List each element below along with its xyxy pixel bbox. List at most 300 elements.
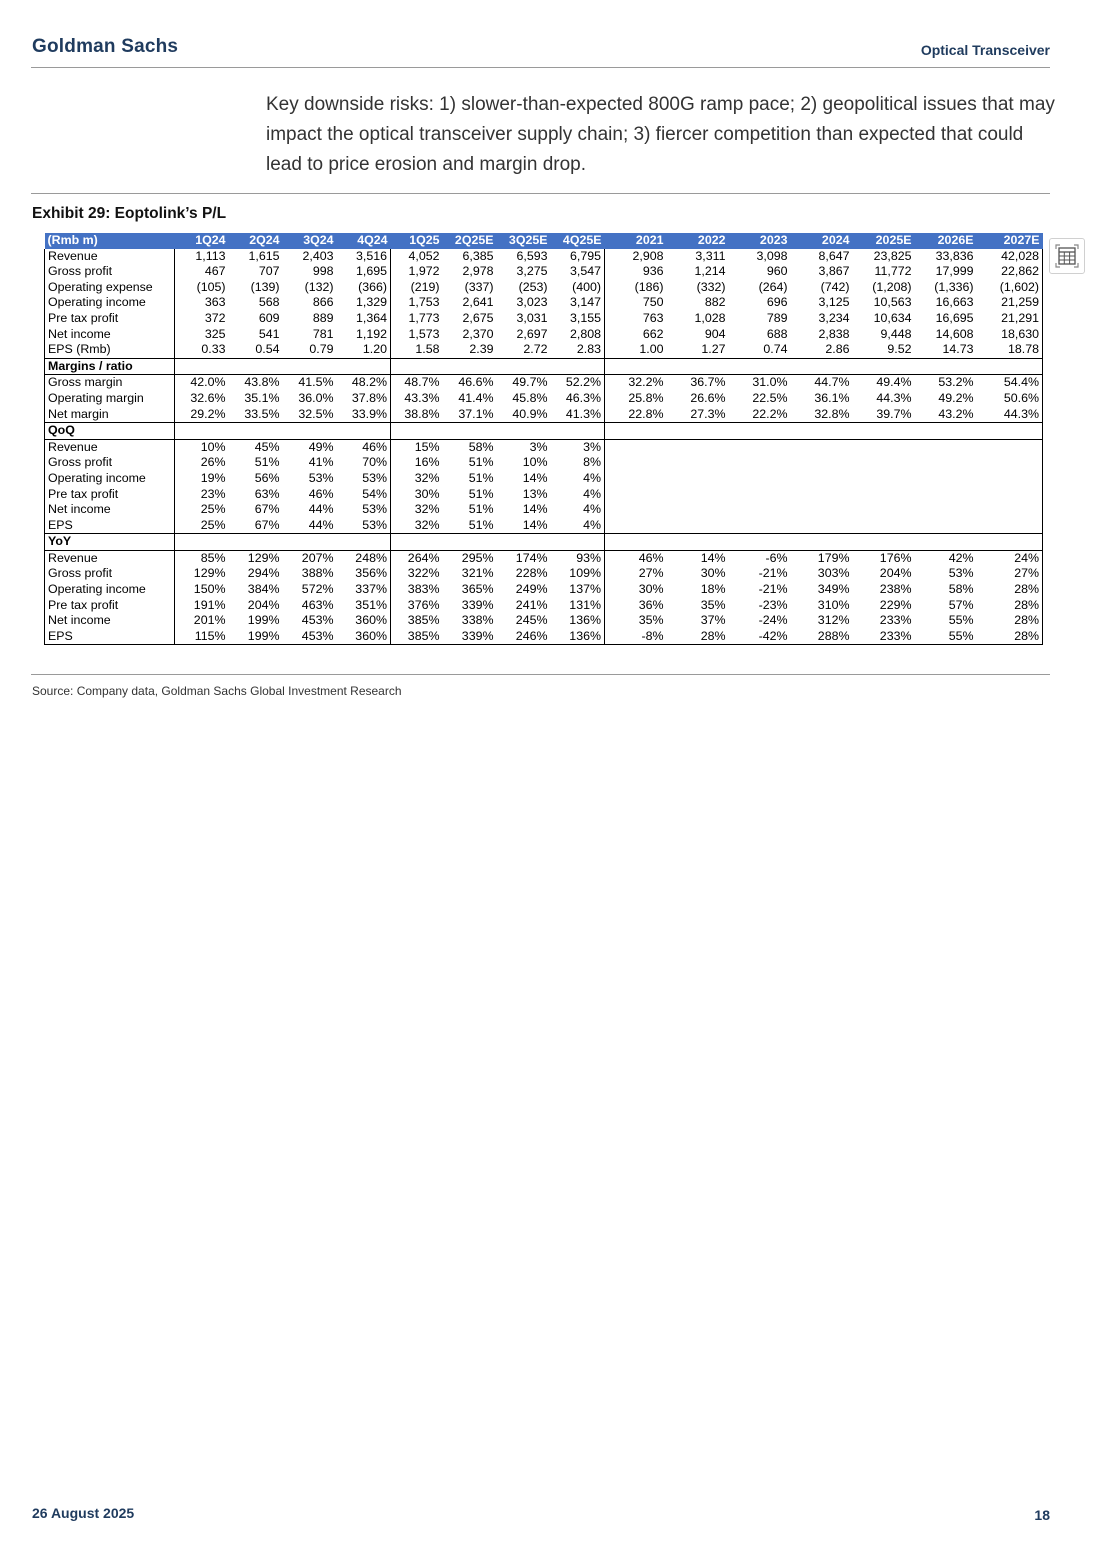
row-label: Operating income — [45, 295, 175, 311]
value-cell: 385% — [407, 613, 440, 628]
value-cell: 376% — [407, 597, 440, 612]
value-cell: 351% — [337, 598, 391, 614]
row-label: EPS (Rmb) — [45, 342, 175, 358]
table-row — [45, 375, 1043, 391]
row-label: Gross margin — [45, 375, 175, 391]
value-cell: 41.5% — [298, 375, 334, 390]
header-period: 2Q24 — [229, 233, 283, 249]
value-cell: 321% — [461, 566, 494, 581]
row-label: Net income — [45, 502, 175, 518]
value-cell: 199% — [247, 613, 280, 628]
value-cell: 70% — [337, 455, 391, 471]
value-cell: 0.74 — [763, 342, 788, 357]
value-cell: 4,052 — [408, 248, 440, 263]
row-label: Net income — [45, 327, 175, 343]
table-row — [45, 471, 1043, 487]
value-cell: 11,772 — [874, 264, 912, 279]
section-blank-cell — [229, 358, 283, 375]
section-blank-cell — [667, 358, 729, 375]
value-cell: 338% — [461, 613, 494, 628]
value-cell: 41.4% — [458, 390, 494, 405]
value-cell: 44.3% — [977, 407, 1043, 423]
value-cell: 49.7% — [512, 375, 548, 390]
value-cell: 14% — [700, 550, 726, 565]
table-row — [45, 613, 1043, 629]
value-cell: 22.5% — [752, 390, 788, 405]
value-cell: (400) — [551, 280, 605, 296]
table-row — [45, 249, 1043, 265]
value-cell — [667, 439, 729, 455]
value-cell: 176% — [879, 550, 912, 565]
value-cell: 41.3% — [551, 407, 605, 423]
value-cell: 19% — [200, 470, 226, 485]
row-label: Revenue — [45, 249, 175, 265]
section-blank-cell — [175, 534, 229, 551]
value-cell: 1.27 — [701, 342, 726, 357]
value-cell: 781 — [312, 326, 334, 341]
value-cell: 136% — [551, 629, 605, 645]
value-cell: 609 — [258, 310, 280, 325]
value-cell: 13% — [522, 486, 548, 501]
value-cell — [605, 518, 667, 534]
value-cell: 1,573 — [408, 326, 440, 341]
section-blank-cell — [551, 423, 605, 440]
value-cell: 50.6% — [977, 391, 1043, 407]
section-blank-cell — [605, 358, 667, 375]
table-row — [45, 518, 1043, 534]
value-cell: 46% — [638, 550, 664, 565]
value-cell: 45.8% — [512, 390, 548, 405]
value-cell: 10% — [200, 439, 226, 454]
value-cell: 2,403 — [302, 248, 334, 263]
row-label: Gross profit — [45, 264, 175, 280]
value-cell: 2,908 — [632, 248, 664, 263]
value-cell: 385% — [391, 629, 443, 645]
section-blank-cell — [391, 423, 443, 440]
value-cell — [729, 455, 791, 471]
value-cell: 30% — [700, 566, 726, 581]
value-cell: 32% — [414, 502, 440, 517]
exhibit-divider — [31, 193, 1050, 194]
value-cell — [605, 455, 667, 471]
value-cell: 360% — [337, 629, 391, 645]
value-cell: 42.0% — [190, 375, 226, 390]
value-cell: 43.3% — [404, 390, 440, 405]
section-blank-cell — [605, 423, 667, 440]
table-row — [45, 439, 1043, 455]
value-cell — [605, 502, 667, 518]
value-cell: 372 — [204, 310, 226, 325]
value-cell: 33.5% — [244, 406, 280, 421]
value-cell: 4% — [551, 471, 605, 487]
value-cell: 2.86 — [825, 342, 850, 357]
value-cell: 53% — [948, 566, 974, 581]
section-blank-cell — [977, 423, 1043, 440]
value-cell: (264) — [758, 279, 788, 294]
value-cell: 32.2% — [628, 375, 664, 390]
table-row — [45, 391, 1043, 407]
value-cell: 936 — [642, 264, 664, 279]
section-blank-cell — [497, 423, 551, 440]
value-cell: 21,291 — [977, 311, 1043, 327]
value-cell: 8,647 — [818, 248, 850, 263]
value-cell: 93% — [551, 550, 605, 566]
value-cell: 43.2% — [938, 406, 974, 421]
value-cell: 2,978 — [462, 264, 494, 279]
section-blank-cell — [283, 423, 337, 440]
section-blank-cell — [443, 423, 497, 440]
value-cell: 360% — [337, 613, 391, 629]
value-cell — [853, 471, 915, 487]
value-cell: 30% — [638, 582, 664, 597]
table-row — [45, 582, 1043, 598]
value-cell: -42% — [729, 629, 791, 645]
section-blank-cell — [729, 534, 791, 551]
value-cell — [791, 455, 853, 471]
value-cell: 28% — [977, 582, 1043, 598]
value-cell: 8% — [551, 455, 605, 471]
value-cell — [915, 439, 977, 455]
value-cell: 249% — [515, 582, 548, 597]
header-period: 2022 — [667, 233, 729, 249]
value-cell: 10,634 — [873, 310, 912, 325]
value-cell: 129% — [247, 550, 280, 565]
header-divider — [31, 67, 1050, 68]
value-cell — [853, 455, 915, 471]
value-cell: 44.7% — [814, 375, 850, 390]
value-cell: 53.2% — [938, 375, 974, 390]
value-cell: 1.00 — [639, 342, 664, 357]
value-cell: 36.0% — [298, 390, 334, 405]
value-cell: 37% — [700, 613, 726, 628]
value-cell: 67% — [254, 517, 280, 532]
table-row — [45, 455, 1043, 471]
value-cell — [791, 439, 853, 455]
section-title-cell: QoQ — [45, 423, 175, 440]
value-cell: 28% — [667, 629, 729, 645]
value-cell — [915, 487, 977, 503]
value-cell: -23% — [758, 597, 788, 612]
table-row — [45, 487, 1043, 503]
value-cell: 322% — [407, 566, 440, 581]
value-cell: 28% — [977, 613, 1043, 629]
value-cell: 51% — [468, 470, 494, 485]
value-cell: 1,113 — [195, 248, 226, 263]
value-cell: 14% — [522, 470, 548, 485]
row-label: Net income — [45, 613, 175, 629]
calculator-table-icon[interactable] — [1049, 238, 1085, 274]
header-period: 2024 — [791, 233, 853, 249]
value-cell: 14% — [522, 502, 548, 517]
value-cell: 37.8% — [337, 391, 391, 407]
value-cell: 6,385 — [462, 248, 494, 263]
value-cell: 46% — [308, 486, 334, 501]
row-label: EPS — [45, 629, 175, 645]
table-row — [45, 342, 1043, 358]
value-cell: 191% — [193, 597, 226, 612]
value-cell: 384% — [247, 582, 280, 597]
row-label: Gross profit — [45, 566, 175, 582]
value-cell: 53% — [308, 470, 334, 485]
value-cell: 339% — [461, 597, 494, 612]
section-blank-cell — [497, 358, 551, 375]
page-number: 18 — [1034, 1507, 1050, 1523]
value-cell — [729, 518, 791, 534]
value-cell: 137% — [551, 582, 605, 598]
value-cell: 2,370 — [462, 326, 494, 341]
value-cell: 43.8% — [244, 375, 280, 390]
section-blank-cell — [337, 423, 391, 440]
value-cell: 0.33 — [201, 342, 226, 357]
value-cell: 204% — [879, 566, 912, 581]
section-blank-cell — [337, 534, 391, 551]
value-cell: 541 — [258, 326, 280, 341]
section-blank-cell — [283, 534, 337, 551]
table-row — [45, 566, 1043, 582]
value-cell: 46% — [337, 439, 391, 455]
value-cell — [915, 471, 977, 487]
value-cell — [915, 455, 977, 471]
value-cell: 67% — [254, 502, 280, 517]
value-cell: (1,336) — [934, 279, 974, 294]
value-cell: 16% — [414, 455, 440, 470]
value-cell: 23,825 — [873, 248, 912, 263]
header-period: 2025E — [853, 233, 915, 249]
section-blank-cell — [175, 423, 229, 440]
value-cell: 136% — [551, 613, 605, 629]
value-cell: 48.7% — [404, 375, 440, 390]
row-label: Operating income — [45, 582, 175, 598]
value-cell: 3,098 — [756, 248, 788, 263]
value-cell: 14% — [522, 517, 548, 532]
value-cell: 51% — [254, 455, 280, 470]
value-cell: (139) — [250, 279, 280, 294]
value-cell: 4% — [551, 502, 605, 518]
value-cell: 264% — [407, 550, 440, 565]
section-blank-cell — [337, 358, 391, 375]
value-cell: 228% — [515, 566, 548, 581]
source-note: Source: Company data, Goldman Sachs Global Investment Research — [32, 684, 402, 698]
section-blank-cell — [791, 534, 853, 551]
section-header-row — [45, 358, 1043, 375]
value-cell: 32% — [414, 517, 440, 532]
value-cell: 1.58 — [415, 342, 440, 357]
value-cell: 48.2% — [337, 375, 391, 391]
value-cell: 22.2% — [752, 406, 788, 421]
value-cell: 24% — [977, 550, 1043, 566]
value-cell: 18,630 — [977, 327, 1043, 343]
value-cell: 238% — [879, 582, 912, 597]
value-cell: (105) — [196, 279, 226, 294]
value-cell: 58% — [948, 582, 974, 597]
header-period: 1Q24 — [175, 233, 229, 249]
value-cell: 3,275 — [516, 264, 548, 279]
value-cell: 4% — [551, 487, 605, 503]
row-label: Operating margin — [45, 391, 175, 407]
value-cell — [977, 439, 1043, 455]
value-cell — [977, 502, 1043, 518]
row-label: Revenue — [45, 550, 175, 566]
value-cell: 32% — [414, 470, 440, 485]
value-cell: 16,663 — [935, 295, 974, 310]
value-cell: 866 — [312, 295, 334, 310]
value-cell: 365% — [461, 582, 494, 597]
value-cell — [667, 502, 729, 518]
value-cell: 2.39 — [469, 342, 494, 357]
section-blank-cell — [229, 534, 283, 551]
value-cell: 207% — [301, 550, 334, 565]
table-row — [45, 550, 1043, 566]
value-cell: 27% — [977, 566, 1043, 582]
value-cell: 349% — [817, 582, 850, 597]
value-cell: 325 — [204, 326, 226, 341]
value-cell: 44% — [308, 502, 334, 517]
value-cell: 696 — [766, 295, 788, 310]
value-cell: 46.3% — [551, 391, 605, 407]
value-cell: (332) — [696, 279, 726, 294]
value-cell: 763 — [642, 310, 664, 325]
value-cell — [791, 471, 853, 487]
value-cell — [729, 502, 791, 518]
header-period: 3Q24 — [283, 233, 337, 249]
value-cell: 356% — [337, 566, 391, 582]
value-cell: 3,311 — [695, 248, 726, 263]
value-cell: 18.78 — [977, 342, 1043, 358]
pl-table — [44, 233, 1043, 645]
value-cell: (219) — [410, 279, 440, 294]
value-cell: 453% — [283, 629, 337, 645]
value-cell: -21% — [758, 582, 788, 597]
section-title-cell: YoY — [45, 534, 175, 551]
value-cell: 42,028 — [977, 249, 1043, 265]
value-cell — [729, 487, 791, 503]
value-cell: 32.6% — [190, 390, 226, 405]
value-cell: 248% — [337, 550, 391, 566]
value-cell: 998 — [312, 264, 334, 279]
value-cell: 35.1% — [244, 390, 280, 405]
value-cell: 303% — [817, 566, 850, 581]
value-cell: 54% — [337, 487, 391, 503]
value-cell: 889 — [312, 310, 334, 325]
value-cell: (1,208) — [872, 279, 912, 294]
value-cell: 39.7% — [876, 406, 912, 421]
table-row — [45, 264, 1043, 280]
row-label: Net margin — [45, 407, 175, 423]
value-cell: 6,795 — [551, 249, 605, 265]
value-cell: 10,563 — [873, 295, 912, 310]
value-cell: 42% — [948, 550, 974, 565]
value-cell: 662 — [642, 326, 664, 341]
value-cell: 46.6% — [458, 375, 494, 390]
value-cell — [667, 471, 729, 487]
value-cell: 1,615 — [248, 248, 280, 263]
value-cell: 463% — [301, 597, 334, 612]
value-cell: 9.52 — [887, 342, 912, 357]
value-cell: 109% — [551, 566, 605, 582]
value-cell: -6% — [765, 550, 788, 565]
value-cell: 37.1% — [458, 406, 494, 421]
value-cell: 14.73 — [942, 342, 974, 357]
value-cell: 245% — [515, 613, 548, 628]
value-cell: 27% — [638, 566, 664, 581]
value-cell: 14,608 — [935, 326, 974, 341]
value-cell: 51% — [468, 486, 494, 501]
value-cell — [853, 502, 915, 518]
value-cell — [791, 518, 853, 534]
header-period: 2023 — [729, 233, 791, 249]
header-period: 1Q25 — [391, 233, 443, 249]
value-cell: 3% — [551, 439, 605, 455]
value-cell — [791, 502, 853, 518]
value-cell: 30% — [414, 486, 440, 501]
value-cell — [667, 455, 729, 471]
section-blank-cell — [791, 358, 853, 375]
value-cell: 294% — [247, 566, 280, 581]
value-cell: 49% — [308, 439, 334, 454]
value-cell: 3,023 — [516, 295, 548, 310]
value-cell: 36.7% — [690, 375, 726, 390]
value-cell: 21,259 — [977, 295, 1043, 311]
value-cell: 1,753 — [408, 295, 440, 310]
value-cell: 25% — [200, 517, 226, 532]
section-blank-cell — [443, 534, 497, 551]
table-divider — [31, 674, 1050, 675]
value-cell: 2,808 — [551, 327, 605, 343]
value-cell: 10% — [522, 455, 548, 470]
value-cell: 36% — [638, 597, 664, 612]
value-cell: 32.8% — [814, 406, 850, 421]
value-cell: 3,031 — [516, 310, 548, 325]
value-cell: (337) — [464, 279, 494, 294]
value-cell: 52.2% — [551, 375, 605, 391]
value-cell: (742) — [820, 279, 850, 294]
value-cell: (366) — [337, 280, 391, 296]
section-blank-cell — [551, 534, 605, 551]
value-cell: 40.9% — [512, 406, 548, 421]
section-blank-cell — [853, 423, 915, 440]
value-cell: 63% — [254, 486, 280, 501]
value-cell: 33.9% — [337, 407, 391, 423]
value-cell: 35% — [638, 613, 664, 628]
section-blank-cell — [229, 423, 283, 440]
value-cell: 241% — [515, 597, 548, 612]
value-cell: 1.20 — [337, 342, 391, 358]
row-label: Pre tax profit — [45, 311, 175, 327]
value-cell: 129% — [193, 566, 226, 581]
value-cell: (186) — [634, 279, 664, 294]
value-cell: 15% — [414, 439, 440, 454]
value-cell: 28% — [977, 629, 1043, 645]
table-row — [45, 311, 1043, 327]
header-period: 2021 — [605, 233, 667, 249]
value-cell: 1,364 — [337, 311, 391, 327]
section-blank-cell — [551, 358, 605, 375]
value-cell: 36.1% — [814, 390, 850, 405]
value-cell: 1,214 — [694, 264, 726, 279]
value-cell: 23% — [200, 486, 226, 501]
value-cell — [977, 487, 1043, 503]
section-blank-cell — [283, 358, 337, 375]
section-blank-cell — [853, 534, 915, 551]
table-row — [45, 598, 1043, 614]
value-cell: 150% — [193, 582, 226, 597]
value-cell: 25.8% — [628, 390, 664, 405]
value-cell: (132) — [304, 279, 334, 294]
value-cell: 28% — [977, 598, 1043, 614]
footer-date: 26 August 2025 — [32, 1505, 135, 1521]
table-row — [45, 327, 1043, 343]
value-cell: 26% — [200, 455, 226, 470]
